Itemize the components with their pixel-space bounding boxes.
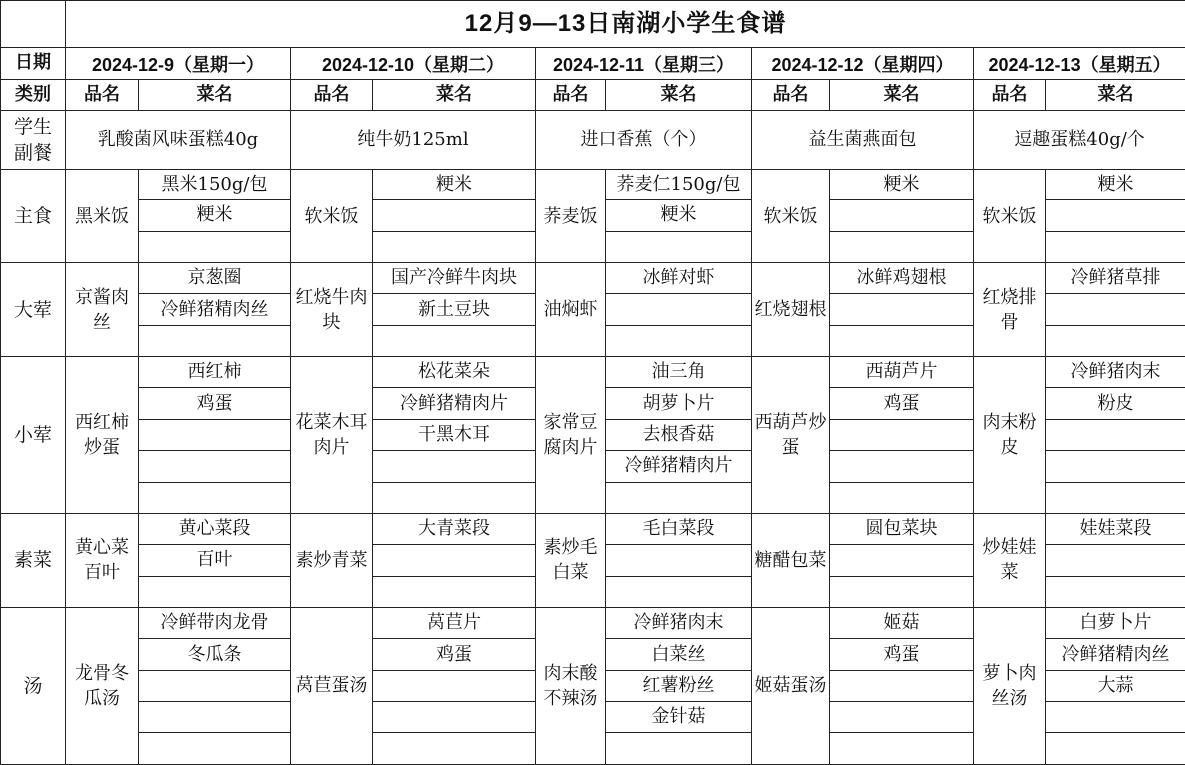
dish-name: 软米饭 <box>974 169 1046 262</box>
ingredient-cell: 黄心菜段 <box>139 513 291 544</box>
ingredient-cell <box>1046 294 1185 325</box>
ingredient-cell: 粳米 <box>830 169 974 199</box>
day-header <box>66 47 291 79</box>
dish-name: 炒娃娃菜 <box>974 513 1046 607</box>
ingredient-cell: 松花菜朵 <box>373 357 536 388</box>
ingredient-cell <box>606 231 752 262</box>
ingredient-cell <box>1046 733 1185 765</box>
ingredient-cell: 鸡蛋 <box>830 639 974 670</box>
ingredient-cell: 黑米150g/包 <box>139 169 291 199</box>
ingredient-cell: 新土豆块 <box>373 294 536 325</box>
dish-name: 姬菇蛋汤 <box>752 607 830 764</box>
dish-name: 红烧排骨 <box>974 263 1046 357</box>
ingredient-cell <box>139 231 291 262</box>
ingredient-cell: 西红柿 <box>139 357 291 388</box>
dish-header: 菜名 <box>139 79 291 110</box>
ingredient-cell: 粳米 <box>1046 169 1185 199</box>
ingredient-cell <box>606 733 752 765</box>
ingredient-cell: 姬菇 <box>830 607 974 638</box>
day-date: 2024-12-10（星期二） <box>321 54 505 75</box>
ingredient-cell: 冰鲜鸡翅根 <box>830 263 974 294</box>
side-meal: 乳酸菌风味蛋糕40g <box>66 111 291 170</box>
day-date: 2024-12-12（星期四） <box>771 54 954 75</box>
ingredient-cell: 鸡蛋 <box>139 388 291 419</box>
ingredient-cell: 京葱圈 <box>139 263 291 294</box>
product-header: 品名 <box>752 79 830 110</box>
dish-name: 家常豆腐肉片 <box>536 357 606 514</box>
dish-name: 龙骨冬瓜汤 <box>66 607 139 764</box>
category-side: 学生副餐 <box>1 111 66 170</box>
ingredient-cell <box>139 702 291 733</box>
ingredient-cell <box>373 231 536 262</box>
ingredient-cell <box>1046 576 1185 607</box>
day-date: 2024-12-11（星期三） <box>552 54 735 75</box>
ingredient-cell <box>139 670 291 701</box>
ingredient-cell <box>1046 200 1185 231</box>
dish-name: 萝卜肉丝汤 <box>974 607 1046 764</box>
day-header <box>752 47 974 79</box>
ingredient-cell: 干黑木耳 <box>373 419 536 450</box>
dish-name: 素炒毛白菜 <box>536 513 606 607</box>
ingredient-cell: 娃娃菜段 <box>1046 513 1185 544</box>
ingredient-cell <box>606 576 752 607</box>
category-meat: 大荤 <box>1 263 66 357</box>
side-meal: 益生菌燕面包 <box>752 111 974 170</box>
ingredient-cell <box>830 545 974 576</box>
ingredient-cell <box>830 576 974 607</box>
category-label: 类别 <box>1 79 66 110</box>
ingredient-cell <box>373 733 536 765</box>
ingredient-cell <box>830 482 974 513</box>
ingredient-cell <box>139 451 291 482</box>
ingredient-cell: 国产冷鲜牛肉块 <box>373 263 536 294</box>
ingredient-cell: 粳米 <box>606 200 752 231</box>
ingredient-cell <box>830 200 974 231</box>
ingredient-cell <box>830 451 974 482</box>
ingredient-cell: 冰鲜对虾 <box>606 263 752 294</box>
ingredient-cell: 冷鲜猪精肉丝 <box>1046 639 1185 670</box>
day-header <box>536 47 752 79</box>
ingredient-cell: 大蒜 <box>1046 670 1185 701</box>
side-meal: 纯牛奶125ml <box>291 111 536 170</box>
dish-name: 油焖虾 <box>536 263 606 357</box>
ingredient-cell: 毛白菜段 <box>606 513 752 544</box>
dish-name: 软米饭 <box>291 169 373 262</box>
ingredient-cell: 冷鲜猪肉末 <box>606 607 752 638</box>
dish-header: 菜名 <box>606 79 752 110</box>
ingredient-cell: 冷鲜猪精肉丝 <box>139 294 291 325</box>
ingredient-cell <box>1046 702 1185 733</box>
ingredient-cell <box>1046 419 1185 450</box>
ingredient-cell: 冷鲜猪精肉片 <box>606 451 752 482</box>
category-staple: 主食 <box>1 169 66 262</box>
ingredient-cell: 圆包菜块 <box>830 513 974 544</box>
dish-name: 京酱肉丝 <box>66 263 139 357</box>
dish-name: 素炒青菜 <box>291 513 373 607</box>
product-header: 品名 <box>291 79 373 110</box>
ingredient-cell <box>373 545 536 576</box>
ingredient-cell <box>373 325 536 356</box>
ingredient-cell: 冷鲜猪肉末 <box>1046 357 1185 388</box>
side-meal: 进口香蕉（个） <box>536 111 752 170</box>
day-header <box>974 47 1185 79</box>
date-label: 日期 <box>1 47 66 79</box>
dish-name: 西红柿炒蛋 <box>66 357 139 514</box>
ingredient-cell <box>830 670 974 701</box>
dish-name: 红烧翅根 <box>752 263 830 357</box>
dish-header: 菜名 <box>373 79 536 110</box>
ingredient-cell <box>139 482 291 513</box>
ingredient-cell: 冬瓜条 <box>139 639 291 670</box>
product-header: 品名 <box>536 79 606 110</box>
ingredient-cell <box>830 231 974 262</box>
ingredient-cell <box>139 576 291 607</box>
dish-name: 黑米饭 <box>66 169 139 262</box>
side-meal: 逗趣蛋糕40g/个 <box>974 111 1185 170</box>
ingredient-cell: 冷鲜猪精肉片 <box>373 388 536 419</box>
ingredient-cell <box>139 733 291 765</box>
ingredient-cell: 油三角 <box>606 357 752 388</box>
ingredient-cell <box>139 419 291 450</box>
ingredient-cell <box>606 545 752 576</box>
ingredient-cell: 莴苣片 <box>373 607 536 638</box>
page-title: 12月9—13日南湖小学生食谱 <box>66 1 1185 48</box>
ingredient-cell <box>373 200 536 231</box>
dish-name: 莴苣蛋汤 <box>291 607 373 764</box>
ingredient-cell <box>830 419 974 450</box>
ingredient-cell <box>830 733 974 765</box>
ingredient-cell <box>606 482 752 513</box>
ingredient-cell: 百叶 <box>139 545 291 576</box>
ingredient-cell: 粳米 <box>373 169 536 199</box>
ingredient-cell: 白萝卜片 <box>1046 607 1185 638</box>
ingredient-cell <box>373 451 536 482</box>
dish-header: 菜名 <box>1046 79 1185 110</box>
category-veg: 素菜 <box>1 513 66 607</box>
ingredient-cell: 金针菇 <box>606 702 752 733</box>
ingredient-cell <box>606 325 752 356</box>
day-header <box>291 47 536 79</box>
dish-name: 糖醋包菜 <box>752 513 830 607</box>
product-header: 品名 <box>66 79 139 110</box>
ingredient-cell <box>1046 482 1185 513</box>
category-soup: 汤 <box>1 607 66 764</box>
ingredient-cell: 大青菜段 <box>373 513 536 544</box>
ingredient-cell <box>830 294 974 325</box>
dish-name: 软米饭 <box>752 169 830 262</box>
ingredient-cell <box>1046 325 1185 356</box>
ingredient-cell: 鸡蛋 <box>830 388 974 419</box>
ingredient-cell <box>373 482 536 513</box>
dish-name: 肉末酸不辣汤 <box>536 607 606 764</box>
dish-name: 红烧牛肉块 <box>291 263 373 357</box>
ingredient-cell <box>1046 545 1185 576</box>
ingredient-cell <box>373 576 536 607</box>
ingredient-cell: 冷鲜猪草排 <box>1046 263 1185 294</box>
product-header: 品名 <box>974 79 1046 110</box>
category-small-meat: 小荤 <box>1 357 66 514</box>
ingredient-cell <box>1046 231 1185 262</box>
ingredient-cell <box>373 702 536 733</box>
ingredient-cell: 白菜丝 <box>606 639 752 670</box>
day-date: 2024-12-9（星期一） <box>91 54 265 75</box>
dish-name: 肉末粉皮 <box>974 357 1046 514</box>
ingredient-cell: 冷鲜带肉龙骨 <box>139 607 291 638</box>
ingredient-cell: 鸡蛋 <box>373 639 536 670</box>
ingredient-cell: 粳米 <box>139 200 291 231</box>
dish-name: 黄心菜百叶 <box>66 513 139 607</box>
ingredient-cell: 西葫芦片 <box>830 357 974 388</box>
ingredient-cell <box>606 294 752 325</box>
ingredient-cell <box>139 325 291 356</box>
dish-header: 菜名 <box>830 79 974 110</box>
ingredient-cell <box>830 325 974 356</box>
dish-name: 西葫芦炒蛋 <box>752 357 830 514</box>
ingredient-cell <box>1046 451 1185 482</box>
ingredient-cell: 胡萝卜片 <box>606 388 752 419</box>
ingredient-cell: 粉皮 <box>1046 388 1185 419</box>
ingredient-cell: 荞麦仁150g/包 <box>606 169 752 199</box>
dish-name: 花菜木耳肉片 <box>291 357 373 514</box>
corner-cell <box>1 1 66 48</box>
ingredient-cell <box>373 670 536 701</box>
ingredient-cell: 去根香菇 <box>606 419 752 450</box>
day-date: 2024-12-13（星期五） <box>988 54 1171 75</box>
ingredient-cell <box>830 702 974 733</box>
ingredient-cell: 红薯粉丝 <box>606 670 752 701</box>
dish-name: 荞麦饭 <box>536 169 606 262</box>
